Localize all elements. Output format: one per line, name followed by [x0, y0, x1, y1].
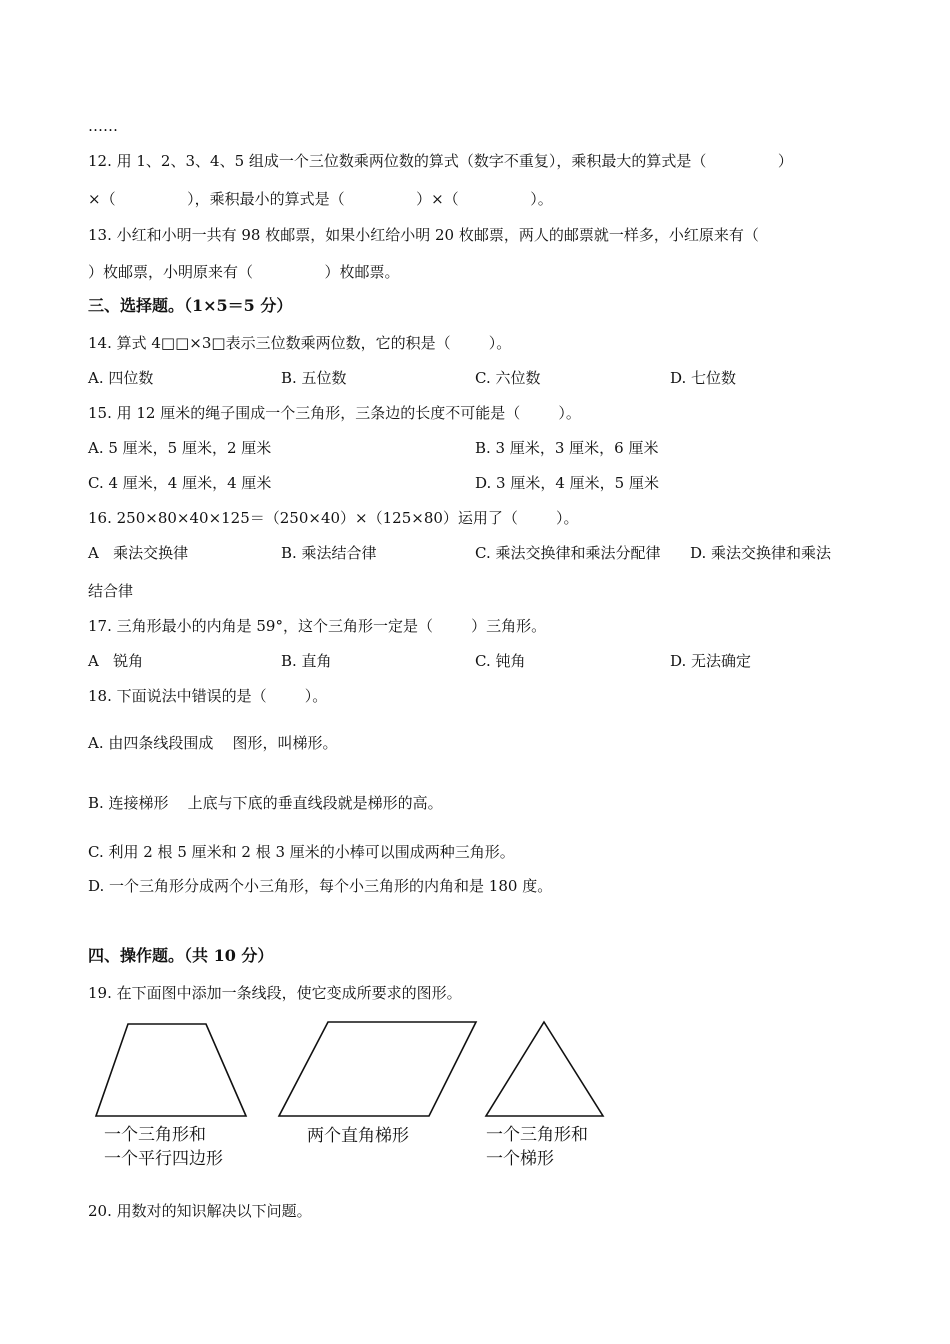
q18-option-c: C. 利用 2 根 5 厘米和 2 根 3 厘米的小棒可以围成两种三角形。: [88, 843, 515, 861]
figure-3-caption-line2: 一个梯形: [486, 1149, 554, 1169]
q16-option-a: A 乘法交换律: [88, 544, 189, 562]
section-3-heading: 三、选择题。（1×5＝5 分）: [88, 296, 293, 315]
parallelogram-figure: [279, 1022, 476, 1116]
q17-option-c: C. 钝角: [475, 652, 526, 670]
q16-option-d: D. 乘法交换律和乘法: [690, 544, 832, 562]
q17-option-b: B. 直角: [281, 652, 332, 670]
question-18: 18. 下面说法中错误的是（ ）。: [88, 687, 328, 705]
figure-1-caption-line2: 一个平行四边形: [104, 1149, 223, 1169]
question-13-line1: 13. 小红和小明一共有 98 枚邮票，如果小红给小明 20 枚邮票，两人的邮票就一样多，小红原来有（: [88, 226, 759, 244]
question-19: 19. 在下面图中添加一条线段，使它变成所要求的图形。: [88, 984, 462, 1002]
question-13-line2: ）枚邮票，小明原来有（ ）枚邮票。: [88, 263, 400, 281]
q14-option-d: D. 七位数: [670, 369, 737, 387]
q14-option-a: A. 四位数: [88, 369, 154, 387]
section-4-heading: 四、操作题。（共 10 分）: [88, 946, 274, 965]
q18-option-d: D. 一个三角形分成两个小三角形，每个小三角形的内角和是 180 度。: [88, 877, 553, 895]
triangle-figure: [486, 1022, 603, 1116]
ellipsis: ……: [88, 117, 118, 135]
q17-option-d: D. 无法确定: [670, 652, 752, 670]
trapezoid-figure: [96, 1024, 246, 1116]
q15-option-a: A. 5 厘米，5 厘米，2 厘米: [88, 439, 272, 457]
figure-2-caption-line1: 两个直角梯形: [307, 1126, 409, 1146]
q16-option-b: B. 乘法结合律: [281, 544, 377, 562]
question-12-line2: ×（ ），乘积最小的算式是（ ）×（ ）。: [88, 190, 553, 208]
q18-option-a: A. 由四条线段围成 图形，叫梯形。: [88, 734, 338, 752]
q14-option-c: C. 六位数: [475, 369, 541, 387]
question-16: 16. 250×80×40×125＝（250×40）×（125×80）运用了（ ）。: [88, 509, 579, 527]
question-12-line1: 12. 用 1、2、3、4、5 组成一个三位数乘两位数的算式（数字不重复），乘积最大的算式是（ ）: [88, 152, 793, 170]
q15-option-b: B. 3 厘米，3 厘米，6 厘米: [475, 439, 659, 457]
q16-option-c: C. 乘法交换律和乘法分配律: [475, 544, 661, 562]
q15-option-c: C. 4 厘米，4 厘米，4 厘米: [88, 474, 272, 492]
question-17: 17. 三角形最小的内角是 59°，这个三角形一定是（ ）三角形。: [88, 617, 547, 635]
question-14: 14. 算式 4□□×3□表示三位数乘两位数，它的积是（ ）。: [88, 334, 512, 352]
q17-option-a: A 锐角: [88, 652, 144, 670]
q14-option-b: B. 五位数: [281, 369, 347, 387]
question-15: 15. 用 12 厘米的绳子围成一个三角形，三条边的长度不可能是（ ）。: [88, 404, 581, 422]
figure-1-caption-line1: 一个三角形和: [104, 1125, 206, 1145]
figure-3-caption-line1: 一个三角形和: [486, 1125, 588, 1145]
q18-option-b: B. 连接梯形 上底与下底的垂直线段就是梯形的高。: [88, 794, 443, 812]
q16-option-d-continuation: 结合律: [88, 582, 134, 600]
question-20: 20. 用数对的知识解决以下问题。: [88, 1202, 312, 1220]
q15-option-d: D. 3 厘米，4 厘米，5 厘米: [475, 474, 659, 492]
